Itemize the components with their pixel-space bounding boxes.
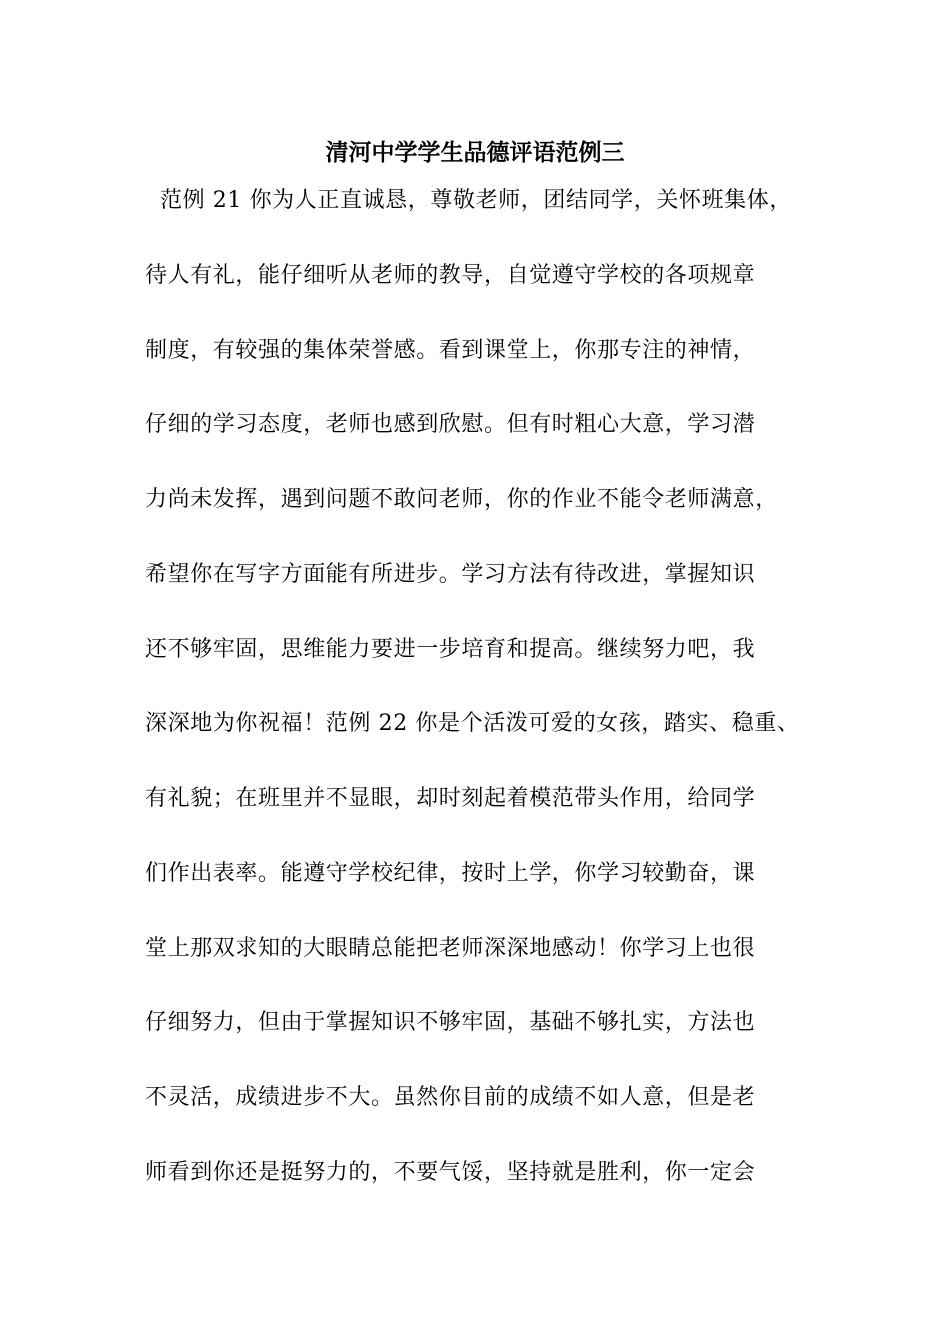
text-line-6: 希望你在写字方面能有所进步。学习方法有待改进，掌握知识 [145,562,756,587]
text-line-4: 仔细的学习态度，老师也感到欣慰。但有时粗心大意，学习潜 [145,412,756,437]
text-line-7: 还不够牢固，思维能力要进一步培育和提高。继续努力吧，我 [145,637,756,662]
text-line-11: 堂上那双求知的大眼睛总能把老师深深地感动！你学习上也很 [145,936,756,961]
text-line-12: 仔细努力，但由于掌握知识不够牢固，基础不够扎实，方法也 [145,1010,756,1035]
text-line-10: 们作出表率。能遵守学校纪律，按时上学，你学习较勤奋，课 [145,861,756,886]
text-line-9: 有礼貌；在班里并不显眼，却时刻起着模范带头作用，给同学 [145,786,756,811]
text-line-3: 制度，有较强的集体荣誉感。看到课堂上，你那专注的神情， [145,338,756,363]
text-line-14: 师看到你还是挺努力的，不要气馁，坚持就是胜利，你一定会 [145,1160,756,1185]
text-line-13: 不灵活，成绩进步不大。虽然你目前的成绩不如人意，但是老 [145,1085,756,1110]
text-line-1: 范例 21 你为人正直诚恳，尊敬老师，团结同学，关怀班集体， [160,188,792,213]
page-title: 清河中学学生品德评语范例三 [325,139,625,166]
text-line-8: 深深地为你祝福！范例 22 你是个活泼可爱的女孩，踏实、稳重、 [145,711,800,736]
text-line-5: 力尚未发挥，遇到问题不敢问老师，你的作业不能令老师满意， [145,487,778,512]
text-line-2: 待人有礼，能仔细听从老师的教导，自觉遵守学校的各项规章 [145,263,756,288]
